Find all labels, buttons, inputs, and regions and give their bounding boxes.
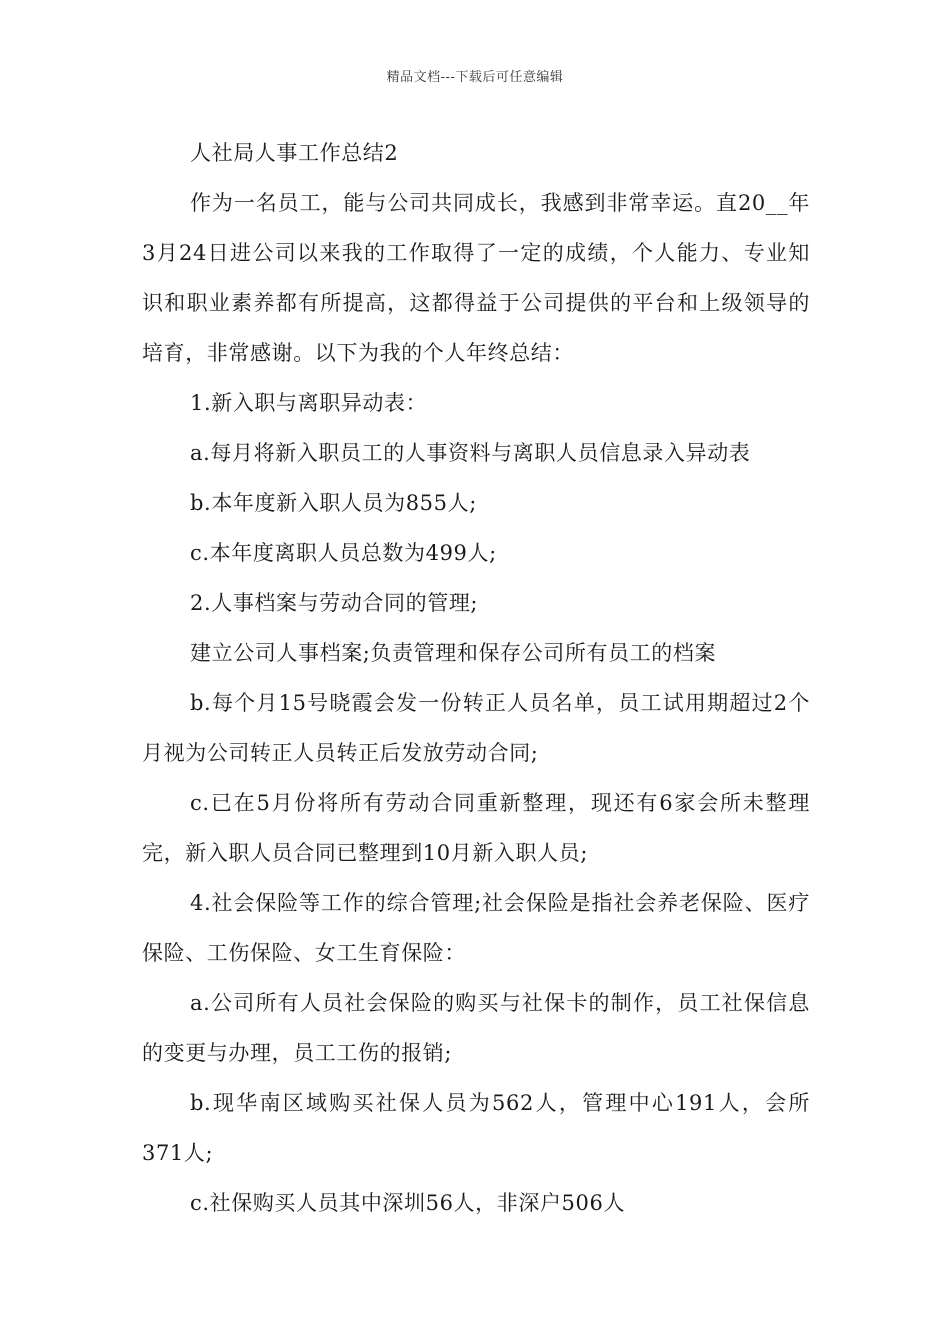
paragraph-item-2b: b.每个月15号晓霞会发一份转正人员名单，员工试用期超过2个月视为公司转正人员转正后发放劳动合同; [142,691,810,765]
paragraph-section-2-heading: 2.人事档案与劳动合同的管理; [190,591,479,615]
paragraph-item-4a: a.公司所有人员社会保险的购买与社保卡的制作，员工社保信息的变更与办理，员工工伤的报销; [142,991,810,1065]
page-header: 精品文档---下载后可任意编辑 [386,70,564,85]
paragraph-section-4-heading: 4.社会保险等工作的综合管理;社会保险是指社会养老保险、医疗保险、工伤保险、女工生育保险： [142,891,810,965]
paragraph-item-1b: b.本年度新入职人员为855人; [190,491,477,515]
document-body [142,128,810,1228]
paragraph-item-1a: a.每月将新入职员工的人事资料与离职人员信息录入异动表 [190,441,751,465]
paragraph-item-2c: c.已在5月份将所有劳动合同重新整理，现还有6家会所未整理完，新入职人员合同已整理到10月新入职人员; [142,791,810,865]
paragraph-item-4b: b.现华南区域购买社保人员为562人，管理中心191人，会所371人; [142,1091,810,1165]
paragraph-item-2a: 建立公司人事档案;负责管理和保存公司所有员工的档案 [190,641,717,665]
paragraph-intro: 作为一名员工，能与公司共同成长，我感到非常幸运。直20__年3月24日进公司以来我的工作取得了一定的成绩，个人能力、专业知识和职业素养都有所提高，这都得益于公司提供的平台和上级领导的培育，非常感谢。以下为我的个人年终总结： [142,191,810,365]
paragraph-section-1-heading: 1.新入职与离职异动表： [190,391,428,415]
paragraph-item-1c: c.本年度离职人员总数为499人; [190,541,497,565]
paragraph-item-4c: c.社保购买人员其中深圳56人，非深户506人 [190,1191,626,1215]
document-title: 人社局人事工作总结2 [190,141,399,165]
